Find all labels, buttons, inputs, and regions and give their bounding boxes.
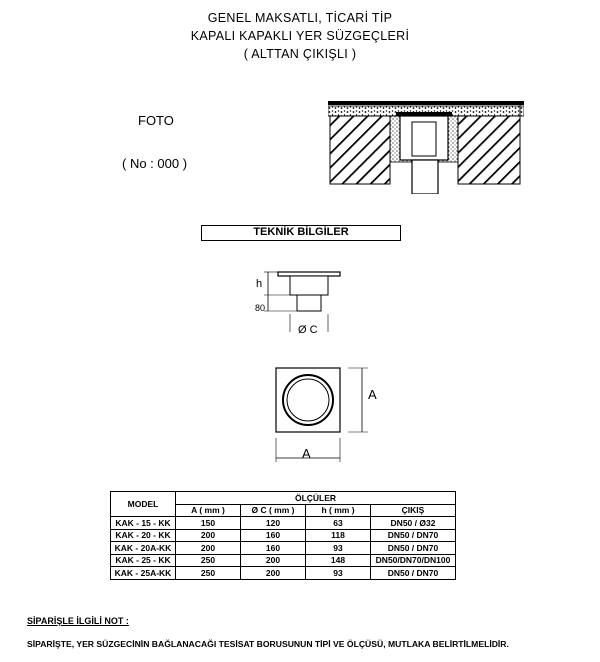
width-dim-label-right: A <box>368 387 377 402</box>
table-row <box>111 567 456 580</box>
order-note-text: SİPARİŞTE, YER SÜZGECİNİN BAĞLANACAĞI TESİSAT BORUSUNUN TİPİ VE ÖLÇÜSÜ, MUTLAKA BELİRTİLMELİDİR. <box>27 639 509 649</box>
table-cell: 120 <box>241 517 306 530</box>
specifications-table <box>110 491 456 580</box>
installation-section-drawing <box>328 98 524 194</box>
table-row <box>111 517 456 530</box>
table-cell: DN50 / Ø32 <box>371 517 456 530</box>
table-cell: 150 <box>176 517 241 530</box>
table-cell: KAK - 15 - KK <box>111 517 176 530</box>
table-cell: KAK - 25A-KK <box>111 567 176 580</box>
table-cell: 200 <box>176 542 241 555</box>
table-cell: KAK - 25 - KK <box>111 554 176 567</box>
table-cell: DN50/DN70/DN100 <box>371 554 456 567</box>
table-row <box>111 542 456 555</box>
table-cell: 200 <box>241 567 306 580</box>
table-cell: KAK - 20 - KK <box>111 529 176 542</box>
column-header: Ø C ( mm ) <box>241 504 306 517</box>
height-dim-label: h <box>256 278 263 290</box>
column-header: h ( mm ) <box>306 504 371 517</box>
table-cell: 93 <box>306 542 371 555</box>
diameter-dim-label: Ø C <box>298 324 318 336</box>
table-cell: 63 <box>306 517 371 530</box>
title-line-1: GENEL MAKSATLI, TİCARİ TİP <box>207 11 393 25</box>
table-cell: 93 <box>306 567 371 580</box>
order-note-heading: SİPARİŞLE İLGİLİ NOT : <box>27 616 129 626</box>
table-cell: 250 <box>176 567 241 580</box>
table-cell: 250 <box>176 554 241 567</box>
top-view-drawing <box>270 362 380 464</box>
table-cell: 148 <box>306 554 371 567</box>
table-cell: DN50 / DN70 <box>371 542 456 555</box>
table-cell: DN50 / DN70 <box>371 529 456 542</box>
title-line-3: ( ALTTAN ÇIKIŞLI ) <box>243 47 357 61</box>
photo-number: ( No : 000 ) <box>122 156 188 171</box>
table-cell: 200 <box>241 554 306 567</box>
depth-dim-label: 80 <box>255 303 266 313</box>
table-cell: 160 <box>241 529 306 542</box>
dimensions-header: ÖLÇÜLER <box>176 492 456 505</box>
section-title-box: TEKNİK BİLGİLER <box>201 225 401 241</box>
photo-label: FOTO <box>138 113 174 128</box>
column-header: A ( mm ) <box>176 504 241 517</box>
table-cell: 160 <box>241 542 306 555</box>
table-row <box>111 529 456 542</box>
width-dim-label-bottom: A <box>302 446 311 461</box>
table-cell: 118 <box>306 529 371 542</box>
column-header: ÇIKIŞ <box>371 504 456 517</box>
title-line-2: KAPALI KAPAKLI YER SÜZGEÇLERİ <box>190 29 410 43</box>
table-cell: DN50 / DN70 <box>371 567 456 580</box>
table-cell: 200 <box>176 529 241 542</box>
table-cell: KAK - 20A-KK <box>111 542 176 555</box>
table-row <box>111 554 456 567</box>
model-header: MODEL <box>111 492 176 517</box>
